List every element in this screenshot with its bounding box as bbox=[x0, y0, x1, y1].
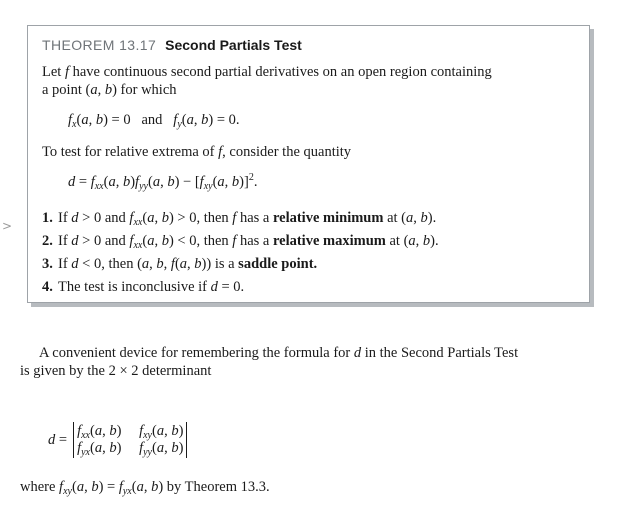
theorem-title: Second Partials Test bbox=[165, 37, 302, 53]
theorem-header bbox=[42, 37, 302, 53]
theorem-intro-line1: Let f have continuous second partial derivatives on an open region containing bbox=[42, 64, 492, 80]
theorem-label: THEOREM 13.17 bbox=[42, 37, 157, 53]
determinant-formula: d = $f_{xx}(a$, b) $f_{xy}(a$, b) $f_{yx}(a$, b) $f_{yy}(a$, b) bbox=[48, 420, 187, 460]
theorem-item-2: 2. If d > 0 and $f_{xx}(a$, b) < 0, then f has a relative maximum at (a, b). bbox=[42, 233, 439, 251]
theorem-intro-line2: a point (a, b) for which bbox=[42, 82, 177, 98]
determinant-row-2: $f_{yx}(a$, b) $f_{yy}(a$, b) bbox=[77, 440, 184, 458]
theorem-box bbox=[27, 25, 590, 303]
determinant-row-1: $f_{xx}(a$, b) $f_{xy}(a$, b) bbox=[77, 423, 184, 441]
margin-arrow-icon: > bbox=[2, 219, 13, 233]
theorem-item-4: 4. The test is inconclusive if d = 0. bbox=[42, 279, 245, 295]
closing-line: where $f_{xy}(a$, $b) = f_{yx}(a$, b) by Theorem 13.3. bbox=[20, 479, 270, 497]
theorem-item-1: 1. If d > 0 and $f_{xx}(a$, b) > 0, then f has a relative minimum at (a, b). bbox=[42, 210, 437, 228]
theorem-conditions: $f_x(a$, b) = 0 and $f_y(a$, b) = 0. bbox=[68, 112, 240, 130]
determinant-matrix bbox=[73, 422, 187, 458]
paragraph-line1: A convenient device for remembering the formula for d in the Second Partials Test bbox=[39, 345, 519, 361]
theorem-consider: To test for relative extrema of f, consider the quantity bbox=[42, 144, 352, 160]
theorem-item-3: 3. If d < 0, then (a, b, f(a, b)) is a saddle point. bbox=[42, 256, 318, 272]
theorem-formula: $d = f_{xx}(a$, $b)f_{yy}(a$, $b) - [f_{xy}(a$, b)]$^2$. bbox=[68, 172, 258, 192]
paragraph-line2: is given by the 2 × 2 determinant bbox=[20, 363, 212, 379]
